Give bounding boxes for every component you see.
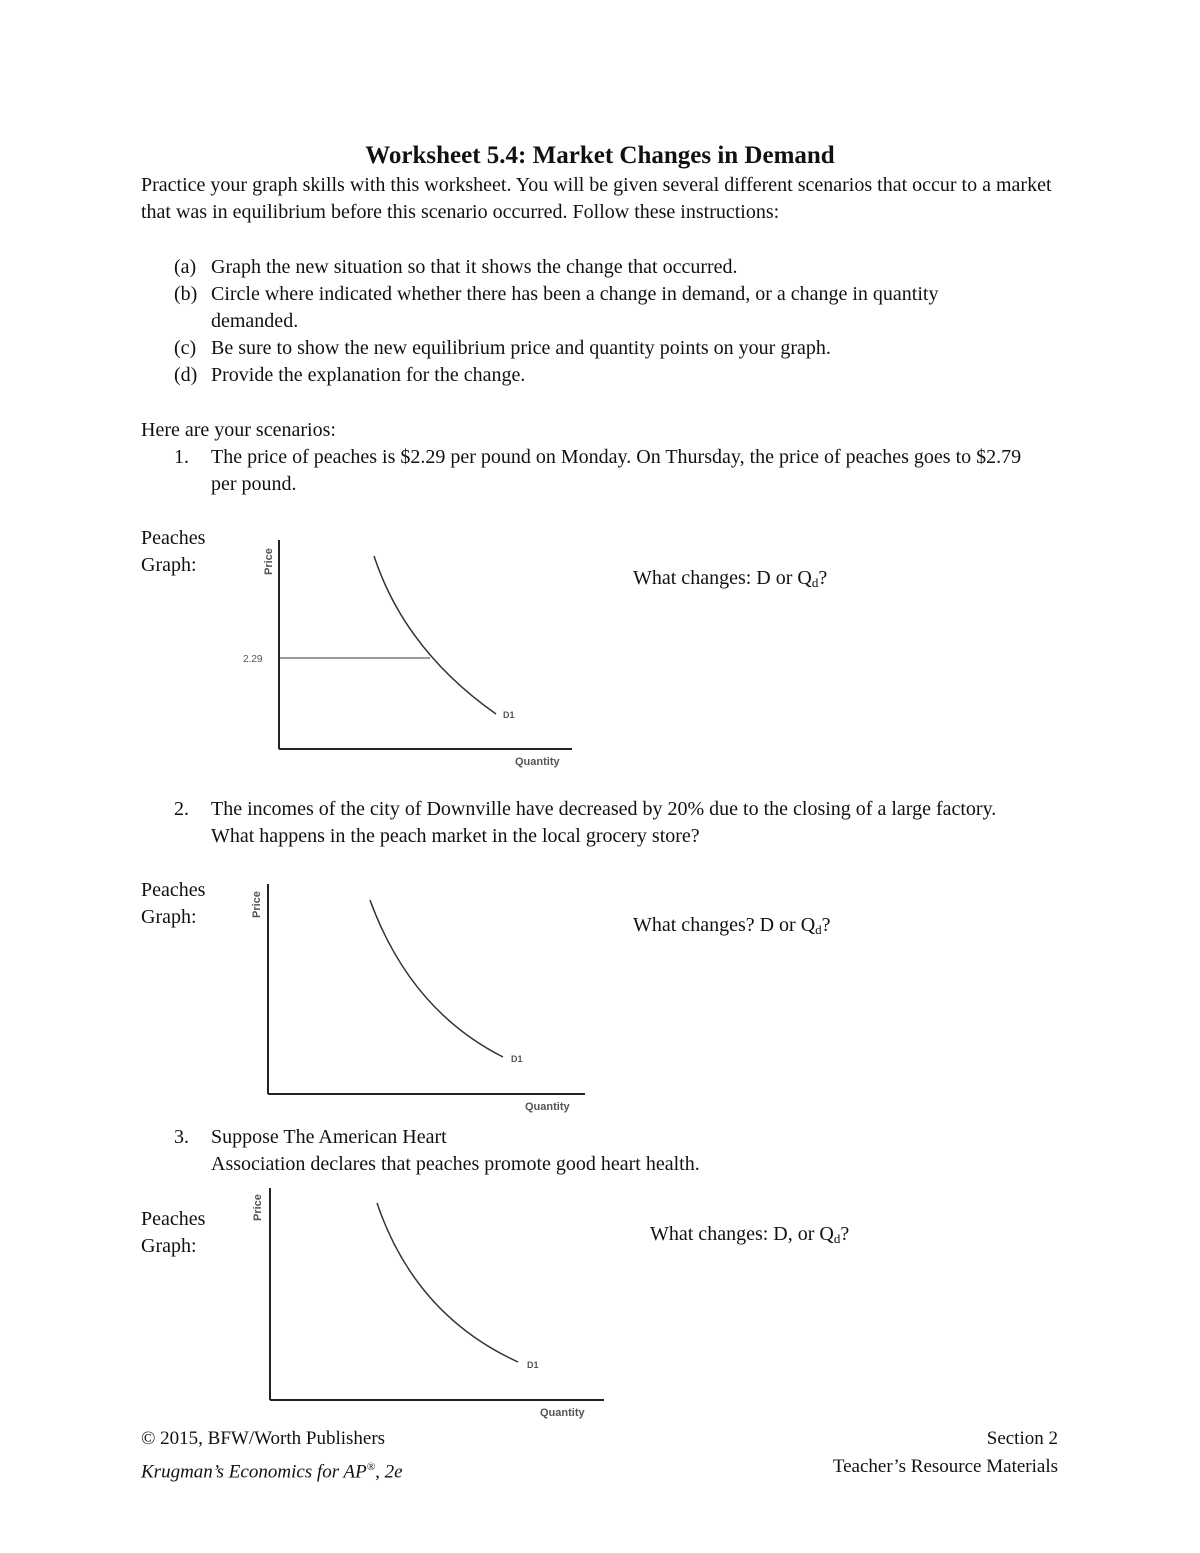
book-title: Krugman’s Economics for AP®, 2e — [141, 1461, 403, 1483]
scenario-2: 2. The incomes of the city of Downville have decreased by 20% due to the closing of a large factory. What happens in the peach market in the local grocery store? — [174, 798, 997, 847]
footer-right — [833, 1425, 1058, 1481]
instruction-c: (c) Be sure to show the new equilibrium price and quantity points on your graph. — [174, 337, 831, 359]
scenario-3: 3. Suppose The American Heart Association declares that peaches promote good heart health. — [174, 1126, 700, 1175]
price-tick-label: 2.29 — [243, 654, 263, 665]
footer-left — [141, 1425, 403, 1486]
x-axis-label: Quantity — [515, 756, 560, 768]
scenarios-heading: Here are your scenarios: — [141, 419, 336, 441]
curve-label-d1: D1 — [503, 710, 515, 720]
question-2: What changes? D or $Q_d$? — [633, 914, 831, 937]
y-axis-label: Price — [251, 891, 263, 918]
demand-curve-d1 — [377, 1203, 518, 1362]
instruction-a: (a) Graph the new situation so that it shows the change that occurred. — [174, 256, 738, 278]
worksheet-title: Worksheet 5.4: Market Changes in Demand — [365, 142, 835, 169]
question-1: What changes: D or $Q_d$? — [633, 567, 828, 590]
instruction-d: (d) Provide the explanation for the change. — [174, 364, 526, 386]
copyright: © 2015, BFW/Worth Publishers — [141, 1428, 386, 1449]
curve-label-d1: D1 — [511, 1054, 523, 1064]
instruction-b: (b) Circle where indicated whether there has been a change in demand, or a change in quantity demanded. — [174, 283, 939, 332]
question-3: What changes: D, or $Q_d$? — [650, 1223, 850, 1246]
graph-label-1: Peaches Graph: — [141, 527, 206, 576]
graph-label-3: Peaches Graph: — [141, 1208, 206, 1257]
y-axis-label: Price — [263, 548, 275, 575]
section-label: Section 2 — [986, 1428, 1058, 1449]
x-axis-label: Quantity — [540, 1407, 585, 1419]
curve-label-d1: D1 — [527, 1360, 539, 1370]
x-axis-label: Quantity — [525, 1101, 570, 1113]
graph-label-2: Peaches Graph: — [141, 879, 206, 928]
scenario-1: 1. The price of peaches is $2.29 per pound on Monday. On Thursday, the price of peaches goes to $2.79 per pound. — [174, 446, 1022, 495]
intro-paragraph: Practice your graph skills with this worksheet. You will be given several different scenarios that occur to a market that was in equilibrium before this scenario occurred. Follow these instructions: — [141, 174, 1052, 223]
y-axis-label: Price — [252, 1194, 264, 1221]
resource-label: Teacher’s Resource Materials — [832, 1456, 1058, 1477]
